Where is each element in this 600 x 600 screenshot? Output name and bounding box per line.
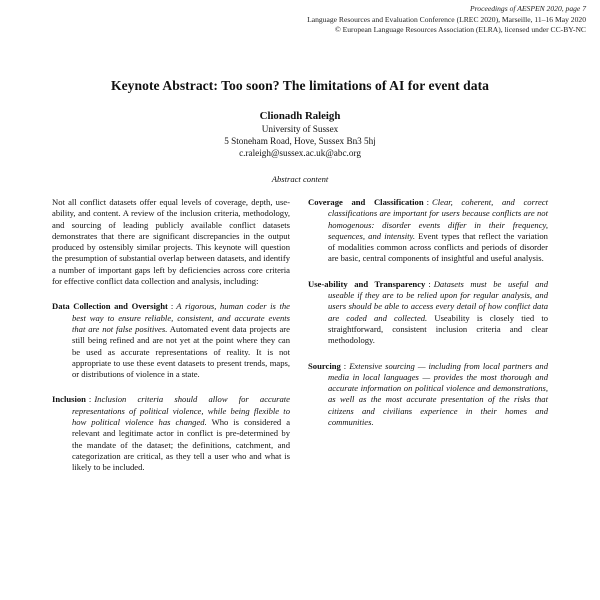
section-summary: Inclusion criteria should allow for accurate representations of political violence, while being flexible to how political violence has changed. <box>72 394 290 428</box>
section-body: Who is considered a relevant and legitimate actor in conflict is pre-determined by the mandate of the dataset; the definitions, catchment, and categorization are critical, as they tell a user who and what is likely to be included. <box>72 417 291 473</box>
section-summary: Datasets must be useful and useable if they are to be relied upon for regular analysis, and users should be able to access every detail of how conflict data are coded and collected. <box>328 278 549 323</box>
author-address: 5 Stoneham Road, Hove, Sussex Bn3 5hj <box>224 136 376 147</box>
section-separator: : <box>170 301 174 312</box>
section-separator: : <box>426 197 430 207</box>
author-name: Clionadh Raleigh <box>259 110 341 122</box>
section-separator: : <box>343 360 347 371</box>
section-title: Inclusion <box>52 394 86 405</box>
section-title: Sourcing <box>308 360 341 371</box>
copyright-text: European Language Resources Association (ELRA), licensed under CC-BY-NC <box>342 25 586 35</box>
section-summary: Clear, coherent, and correct classifications are important for users because conflicts are not homogenous: disorder events differ in their frequency, sequences, and intensity. <box>328 197 548 241</box>
running-header <box>307 4 586 36</box>
section-data-collection <box>52 301 290 380</box>
section-title: Data Collection and Oversight <box>52 301 168 312</box>
intro-paragraph: Not all conflict datasets offer equal levels of coverage, depth, use-ability, and content. A review of the inclusion criteria, methodology, and sourcing of leading publicly available conflict datasets demonstrates that there are significant discrepancies in the output produced by ostensibly similar projects. This keynote will question the presumption of substantial overlap between datasets, and identify a number of important gaps left by deficiencies across core criteria for effective conflict data collection and analysis, including: <box>52 197 290 287</box>
paper-title: Keynote Abstract: Too soon? The limitations of AI for event data <box>110 78 490 93</box>
conference-line: Language Resources and Evaluation Conference (LREC 2020), Marseille, 11–16 May 2020 <box>307 14 586 24</box>
section-separator: : <box>88 394 92 405</box>
copyright-line <box>307 25 586 36</box>
abstract-heading: Abstract content <box>271 174 329 184</box>
section-body: Event types that reflect the variation of modalities common across conflicts and periods of disorder are basic, central components of insightful and useful analysis. <box>328 230 548 264</box>
section-body: Useability is closely tied to straightforward, consistent inclusion criteria and clear methodology. <box>328 312 548 346</box>
left-column <box>52 197 290 483</box>
section-summary: A rigorous, human coder is the best way to ensure reliable, consistent, and accurate events that are not false positives. <box>72 301 290 334</box>
section-title: Coverage and Classification <box>308 197 424 207</box>
section-body: Automated event data projects are still being refined and are not yet at the point where they can be used as accurate representations of reality. It is not appropriate to use these event datasets to present trends, maps, or distributions of violence in a state. <box>72 323 290 380</box>
proceedings-line: Proceedings of AESPEN 2020, page 7 <box>470 4 586 13</box>
section-inclusion <box>52 394 290 473</box>
author-email: c.raleigh@sussex.ac.uk@abc.org <box>239 148 361 159</box>
right-column <box>308 197 548 437</box>
section-title: Use-ability and Transparency <box>308 278 426 289</box>
copyright-icon: © <box>334 25 341 35</box>
section-useability <box>308 279 548 347</box>
section-coverage <box>308 197 548 265</box>
author-affiliation: University of Sussex <box>261 124 339 134</box>
author-block <box>0 109 600 160</box>
section-sourcing <box>308 361 548 429</box>
section-separator: : <box>428 278 431 289</box>
section-summary: Extensive sourcing — including from local partners and media in local languages — provides the most thorough and accurate information on political violence and demonstrations, as well as the most accurate presentation of the risks that citizens and civilians experience in their homes and communities. <box>328 360 548 428</box>
